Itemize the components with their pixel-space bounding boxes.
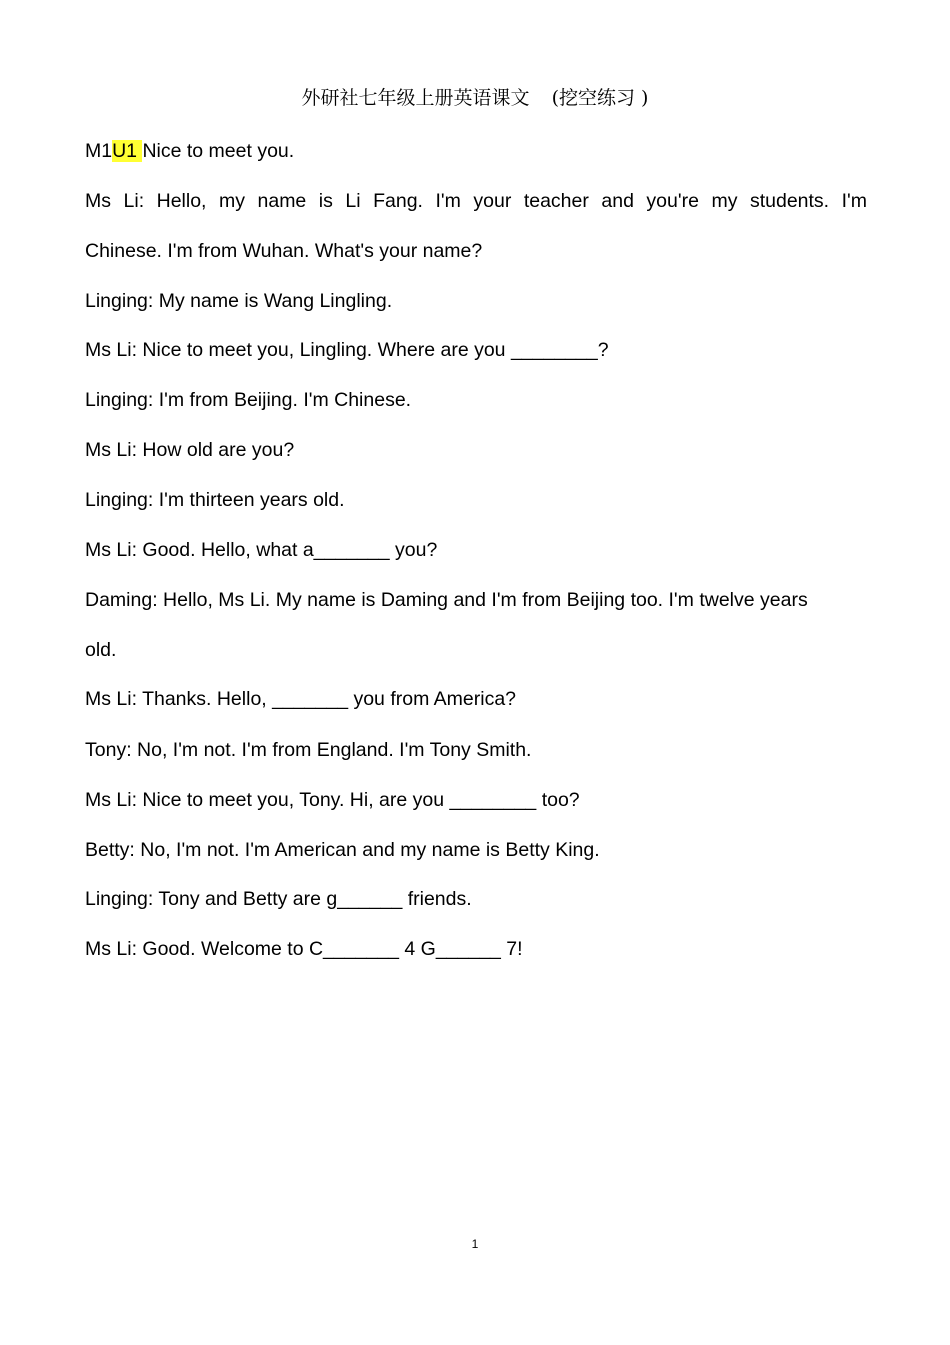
- dialogue-line: Ms Li: Nice to meet you, Tony. Hi, are you ________ too?: [85, 789, 580, 811]
- page-number: 1: [471, 1237, 479, 1251]
- dialogue-line: Betty: No, I'm not. I'm American and my name is Betty King.: [85, 839, 600, 861]
- unit-heading-title: Nice to meet you.: [142, 140, 295, 162]
- dialogue-line: old.: [85, 639, 117, 661]
- dialogue-line: Linging: Tony and Betty are g______ friends.: [85, 888, 472, 910]
- dialogue-line: Ms Li: Hello, my name is Li Fang. I'm your teacher and you're my students. I'm: [85, 190, 867, 212]
- dialogue-line: Linging: My name is Wang Lingling.: [85, 290, 393, 312]
- title-main: 外研社七年级上册英语课文: [301, 87, 530, 109]
- unit-heading: [85, 139, 294, 163]
- dialogue-line: Linging: I'm thirteen years old.: [85, 489, 345, 511]
- dialogue-line: Chinese. I'm from Wuhan. What's your name?: [85, 240, 483, 262]
- document-title: [0, 86, 950, 110]
- dialogue-line: Linging: I'm from Beijing. I'm Chinese.: [85, 389, 412, 411]
- dialogue-line: Ms Li: Thanks. Hello, _______ you from America?: [85, 688, 517, 710]
- dialogue-line: Tony: No, I'm not. I'm from England. I'm Tony Smith.: [85, 739, 532, 761]
- dialogue-line: Ms Li: Good. Hello, what a_______ you?: [85, 539, 438, 561]
- unit-heading-highlight: U1: [112, 140, 143, 162]
- dialogue-line: Daming: Hello, Ms Li. My name is Daming and I'm from Beijing too. I'm twelve years: [85, 589, 808, 611]
- dialogue-line: Ms Li: How old are you?: [85, 439, 295, 461]
- unit-heading-prefix: M1: [85, 140, 113, 162]
- dialogue-line: Ms Li: Good. Welcome to C_______ 4 G______ 7!: [85, 938, 523, 960]
- title-sub: (挖空练习 ): [551, 87, 649, 109]
- dialogue-line: Ms Li: Nice to meet you, Lingling. Where are you ________?: [85, 339, 609, 361]
